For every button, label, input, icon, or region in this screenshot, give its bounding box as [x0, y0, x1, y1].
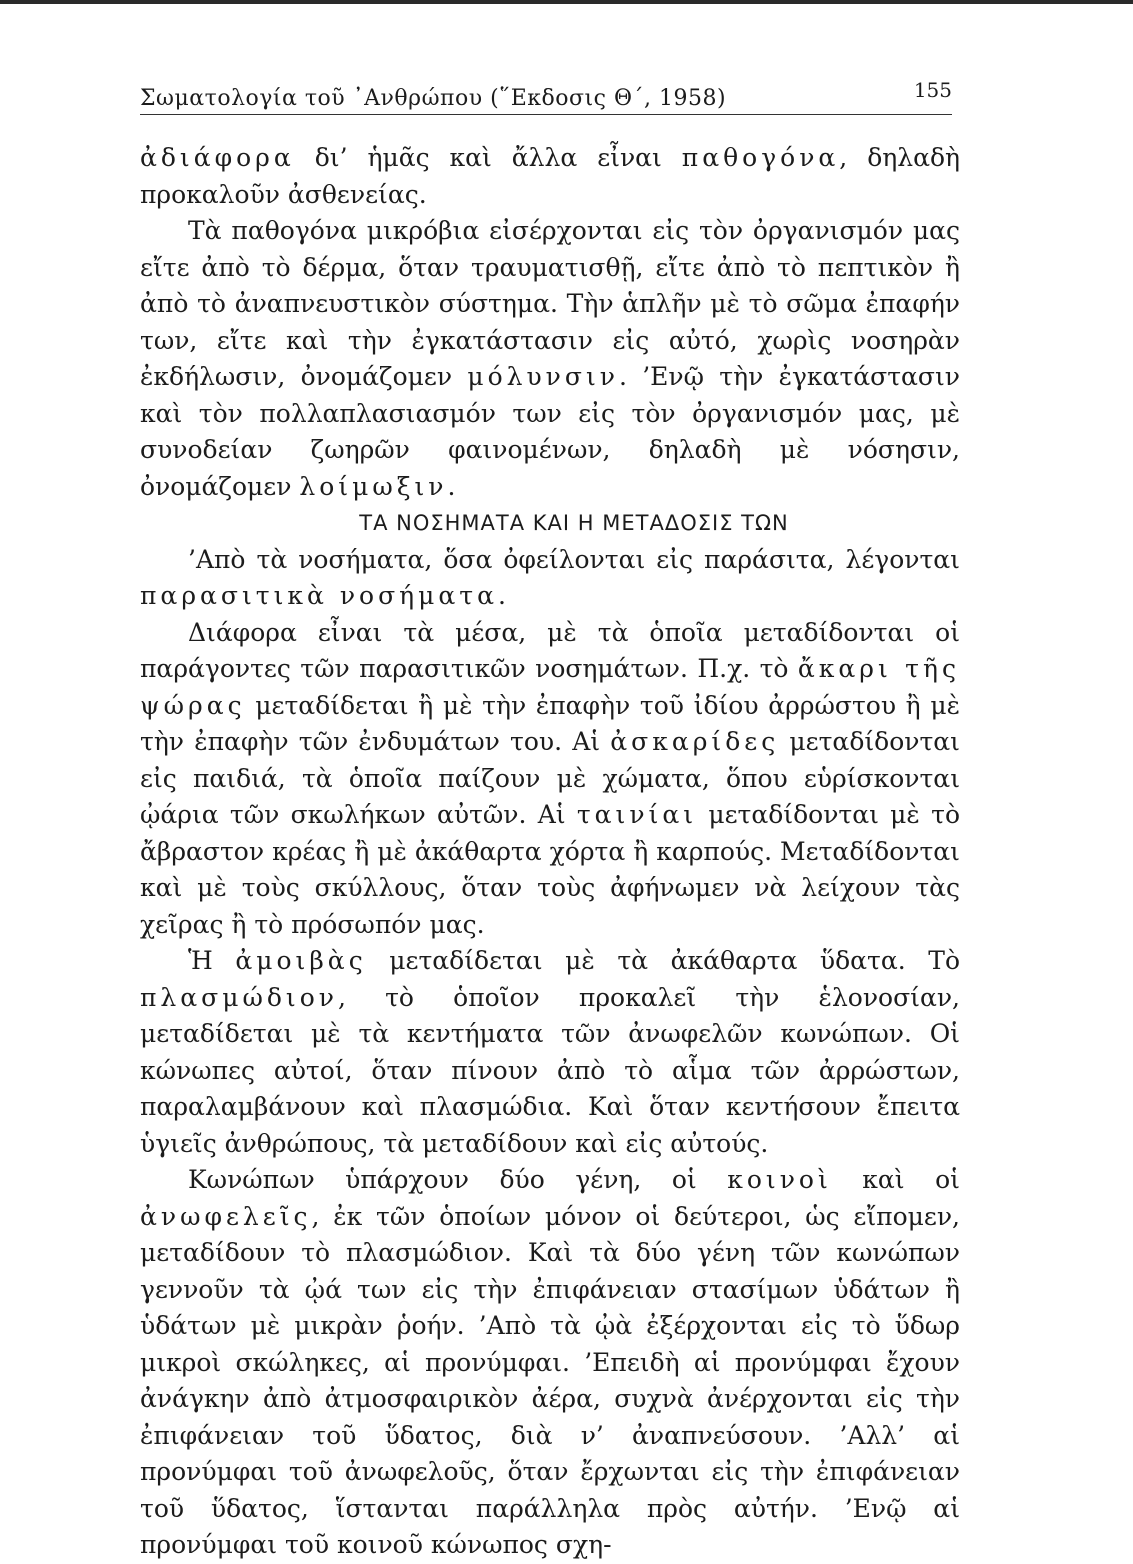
- text-run: Διάφορα εἶναι τὰ μέσα, μὲ τὰ ὁποῖα μεταδίδονται οἱ παράγοντες τῶν παρασιτικῶν νοσημάτων. Π.χ. τὸ: [140, 617, 960, 683]
- emphasized-term: ἄκαρι τῆς ψώρας: [140, 654, 960, 720]
- emphasized-term: μόλυνσιν: [467, 362, 619, 391]
- emphasized-term: ἀνωφελεῖς: [140, 1201, 312, 1231]
- emphasized-term: παρασιτικὰ νοσήματα: [140, 581, 498, 610]
- text-run: , ἐκ τῶν ὁποίων μόνον οἱ δεύτεροι, ὡς εἴπομεν, μεταδίδουν τὸ πλασμώδιον. Καὶ τὰ δύο γένη τῶν κωνώπων γεννοῦν τὰ ᾠά των εἰς τὴν ἐπιφάνειαν στασίμων ὑδάτων ἢ ὑδάτων μὲ μικρὰν ῥοήν. ’Απὸ τὰ ᾠὰ ἐξέρχονται εἰς τὸ ὕδωρ μικροὶ σκώληκες, αἱ προνύμφαι. ’Επειδὴ αἱ προνύμφαι ἔχουν ἀνάγκην ἀπὸ ἀτμοσφαιρικὸν ἀέρα, συχνὰ ἀνέρχονται εἰς τὴν ἐπιφάνειαν τοῦ ὕδατος, διὰ ν’ ἀναπνεύσουν. ’Αλλ’ αἱ προνύμφαι τοῦ ἀνωφελοῦς, ὅταν ἔρχωνται εἰς τὴν ἐπιφάνειαν τοῦ ὕδατος, ἵστανται παράλληλα πρὸς αὐτήν. ’Ενῷ αἱ προνύμφαι τοῦ κοινοῦ κώνωπος σχη-: [140, 1201, 960, 1559]
- text-run: Κωνώπων ὑπάρχουν δύο γένη, οἱ: [188, 1165, 728, 1194]
- text-run: .: [447, 471, 456, 501]
- page-number: 155: [913, 78, 952, 102]
- section-heading: ΤΑ ΝΟΣΗΜΑΤΑ ΚΑΙ Η ΜΕΤΑΔΟΣΙΣ ΤΩΝ: [359, 511, 789, 535]
- header-rule: [140, 114, 952, 115]
- text-run: , δηλαδὴ προκαλοῦν ἀσθενείας.: [140, 143, 960, 209]
- emphasized-term: ἀσκαρίδες: [610, 727, 780, 756]
- book-page: [140, 0, 960, 1559]
- text-run: ’Απὸ τὰ νοσήματα, ὅσα ὀφείλονται εἰς παράσιτα, λέγονται: [188, 544, 960, 574]
- text-run: μεταδίδονται μὲ τὸ ἄβραστον κρέας ἢ μὲ ἀκάθαρτα χόρτα ἢ καρπούς. Μεταδίδονται καὶ μὲ τοὺς σκύλλους, ὅταν τοὺς ἀφήνωμεν νὰ λείχουν τὰς χεῖρας ἢ τὸ πρόσωπόν μας.: [140, 800, 960, 939]
- body-text: [140, 140, 960, 1564]
- emphasized-term: ταινίαι: [576, 800, 698, 829]
- text-run: . ’Ενῷ τὴν ἐγκατάστασιν καὶ τὸν πολλαπλασιασμόν των εἰς τὸν ὀργανισμόν μας, μὲ συνοδείαν ζωηρῶν φαινομένων, δηλαδὴ μὲ νόσησιν, ὀνομάζομεν: [140, 362, 960, 501]
- text-run: μεταδίδεται ἢ μὲ τὴν ἐπαφὴν τοῦ ἰδίου ἀρρώστου ἢ μὲ τὴν ἐπαφὴν τῶν ἐνδυμάτων του. Αἱ: [140, 690, 960, 756]
- text-run: μεταδίδεται μὲ τὰ ἀκάθαρτα ὕδατα. Τὸ: [366, 946, 960, 975]
- emphasized-term: ἀδιάφορα: [140, 143, 295, 172]
- text-run: , τὸ ὁποῖον προκαλεῖ τὴν ἑλονοσίαν, μεταδίδεται μὲ τὰ κεντήματα τῶν ἀνωφελῶν κωνώπων. Οἱ κώνωπες αὐτοί, ὅταν πίνουν ἀπὸ τὸ αἷμα τῶν ἀρρώστων, παραλαμβάνουν καὶ πλασμώδια. Καὶ ὅταν κεντήσουν ἔπειτα ὑγιεῖς ἀνθρώπους, τὰ μεταδίδουν καὶ εἰς αὐτούς.: [140, 982, 960, 1158]
- paragraph: [140, 943, 960, 1162]
- paragraph: [140, 1162, 960, 1564]
- text-run: μεταδίδονται εἰς παιδιά, τὰ ὁποῖα παίζουν μὲ χώματα, ὅπου εὑρίσκονται ᾠάρια τῶν σκωλήκων αὐτῶν. Αἱ: [140, 727, 960, 829]
- text-run: δι’ ἡμᾶς καὶ ἄλλα εἶναι: [294, 143, 682, 172]
- paragraph: [140, 213, 960, 505]
- running-head: [140, 78, 960, 112]
- emphasized-term: πλασμώδιον: [140, 982, 338, 1012]
- paragraph: [140, 140, 960, 213]
- text-run: Ἡ: [188, 946, 236, 975]
- emphasized-term: λοίμωξιν: [299, 471, 448, 501]
- paragraph: [140, 615, 960, 944]
- emphasized-term: ἀμοιβὰς: [235, 946, 367, 975]
- text-run: Τὰ παθογόνα μικρόβια εἰσέρχονται εἰς τὸν ὀργανισμόν μας εἴτε ἀπὸ τὸ δέρμα, ὅταν τραυματισθῇ, εἴτε ἀπὸ τὸ πεπτικὸν ἢ ἀπὸ τὸ ἀναπνευστικὸν σύστημα. Τὴν ἁπλῆν μὲ τὸ σῶμα ἐπαφήν των, εἴτε καὶ τὴν ἐγκατάστασιν εἰς αὐτό, χωρὶς νοσηρὰν ἐκδήλωσιν, ὀνομάζομεν: [140, 216, 960, 391]
- emphasized-term: παθογόνα: [681, 143, 840, 172]
- running-title: Σωματολογία τοῦ ᾿Ανθρώπου (῞Εκδοσις Θ΄, 1958): [140, 86, 727, 111]
- text-run: καὶ οἱ: [831, 1165, 960, 1194]
- text-run: .: [497, 581, 506, 610]
- paragraph: [140, 542, 960, 615]
- emphasized-term: κοινοὶ: [727, 1165, 832, 1194]
